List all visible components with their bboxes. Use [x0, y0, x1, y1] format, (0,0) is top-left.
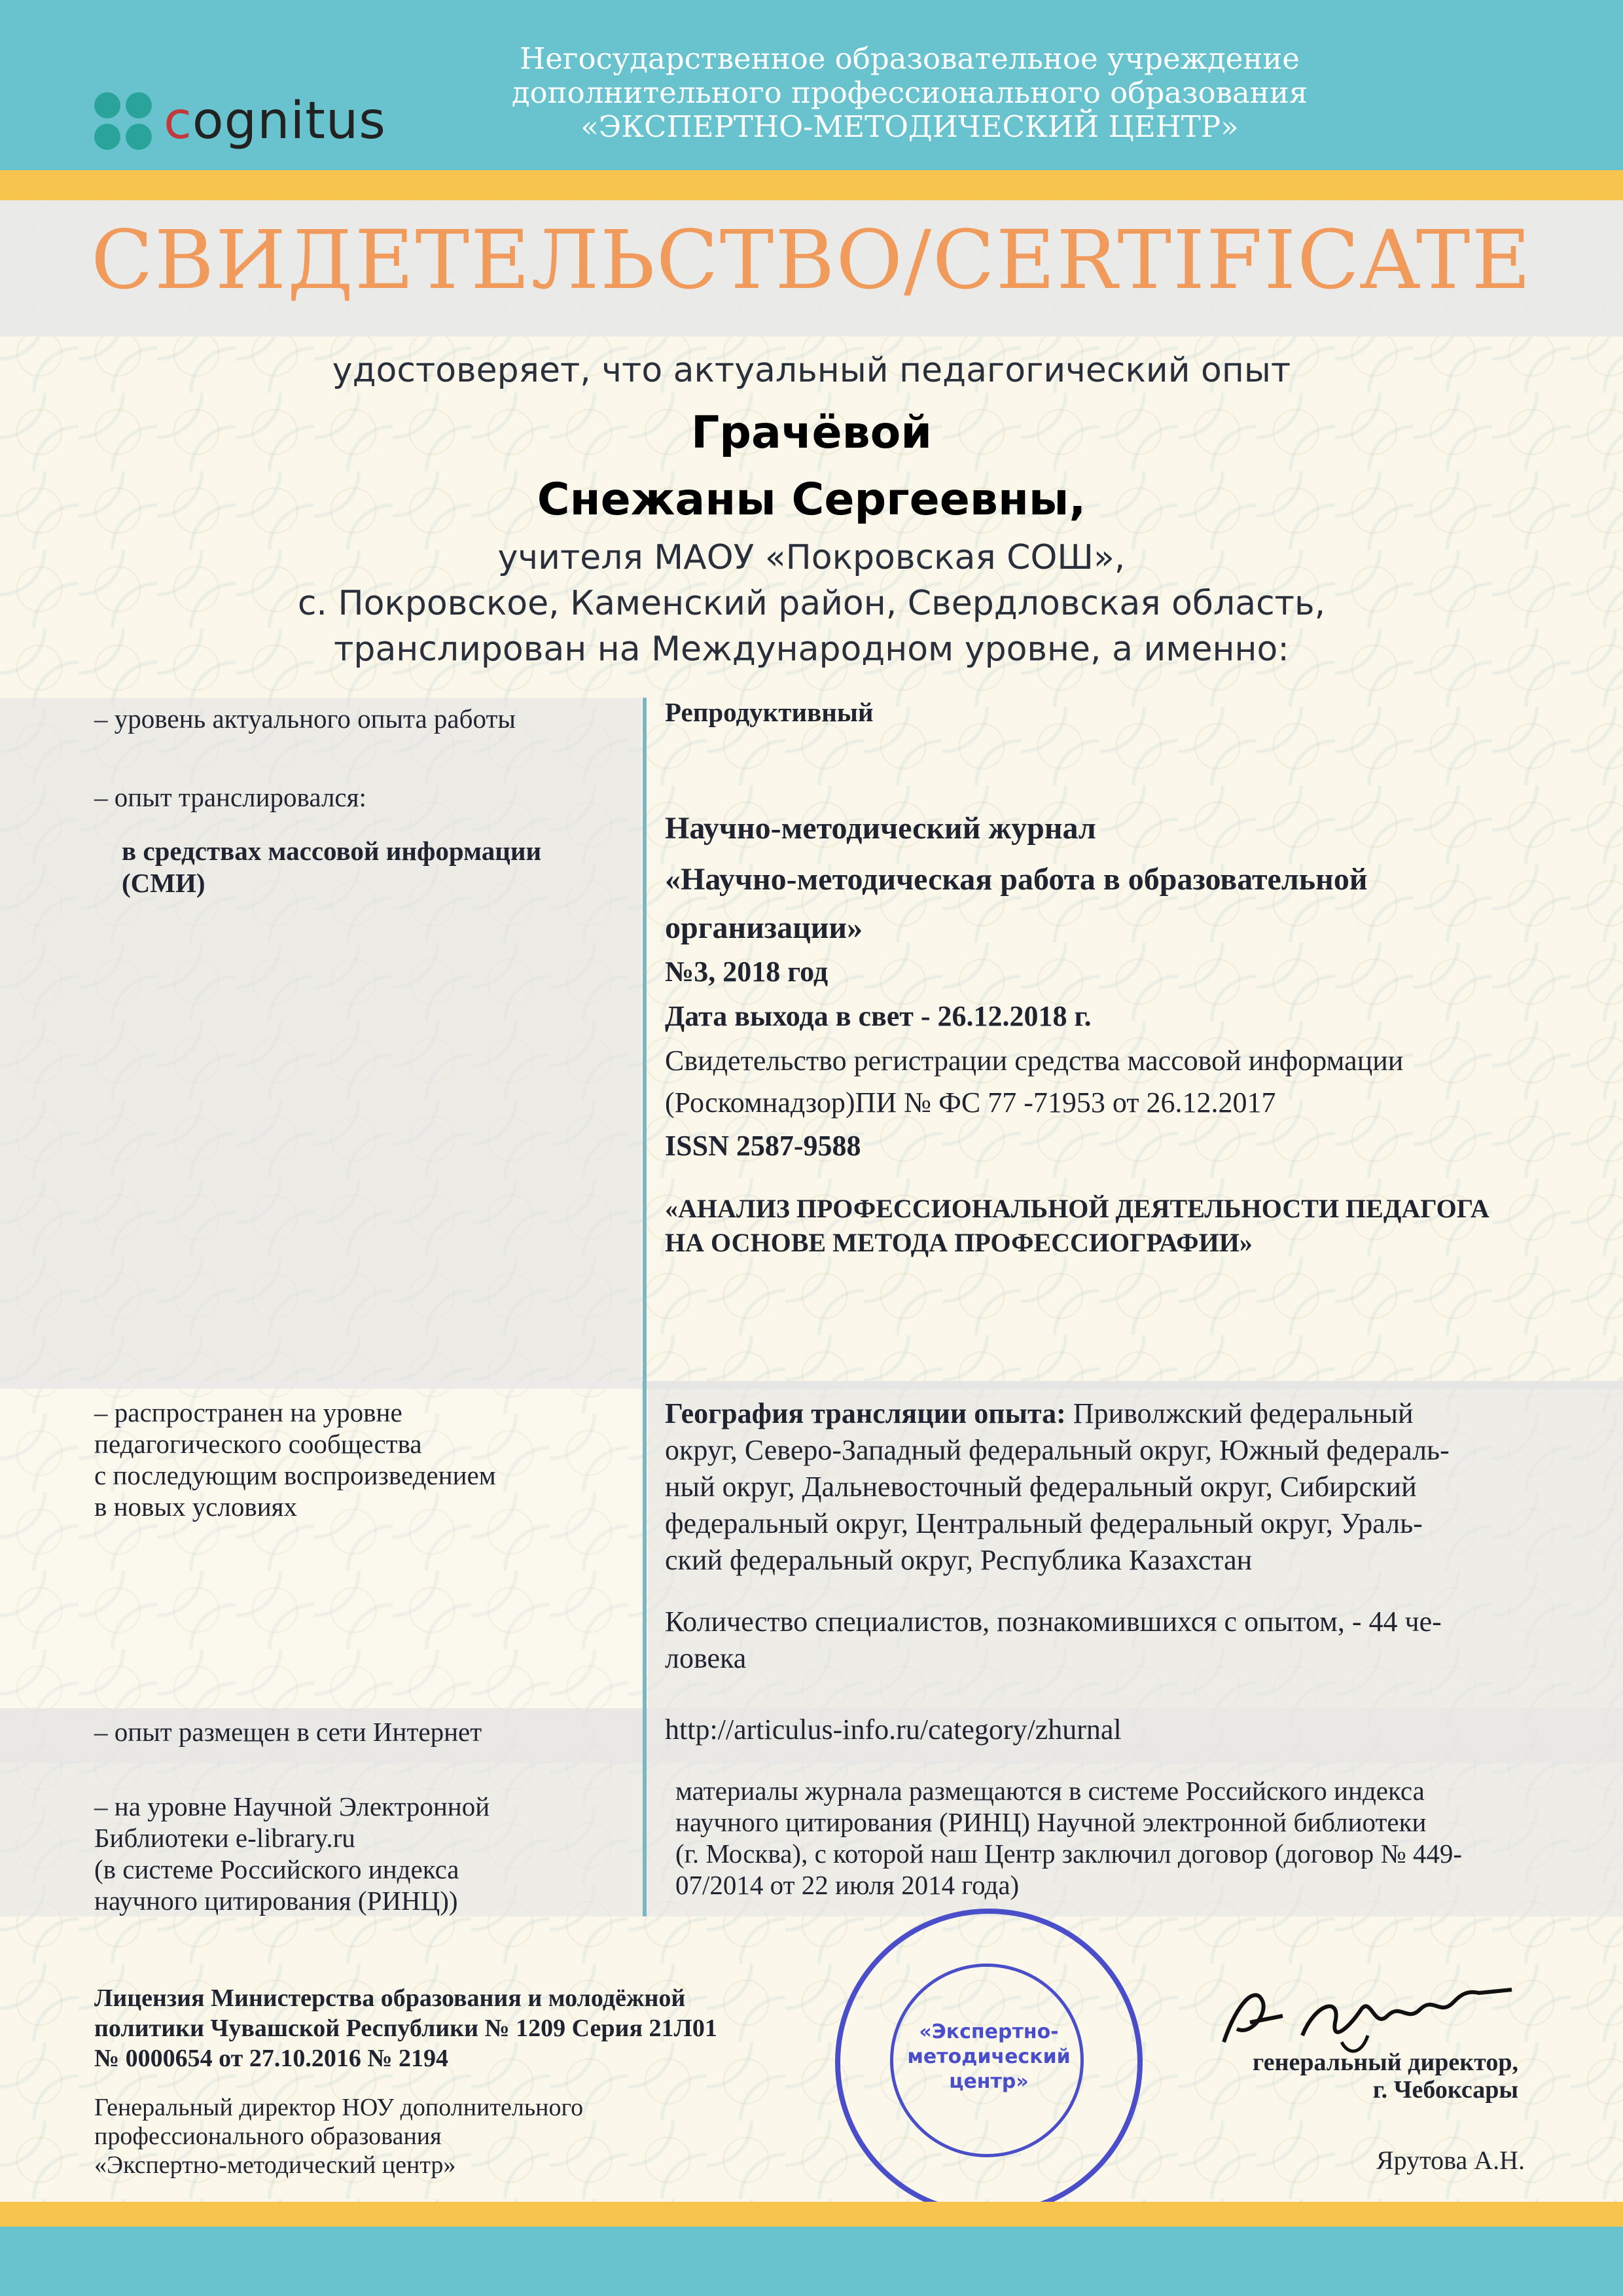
- article-title-line-1: «АНАЛИЗ ПРОФЕССИОНАЛЬНОЙ ДЕЯТЕЛЬНОСТИ ПЕДАГОГА: [665, 1194, 1489, 1223]
- geography-line-5: ский федеральный округ, Республика Казахстан: [665, 1544, 1253, 1576]
- elibrary-label-line-2: Библиотеки e-library.ru: [94, 1823, 355, 1853]
- logo-text-rest: ognitus: [192, 92, 386, 151]
- org-line-3: «ЭКСПЕРТНО-МЕТОДИЧЕСКИЙ ЦЕНТР»: [580, 109, 1239, 144]
- signatory-name: Ярутова А.Н.: [1376, 2145, 1525, 2175]
- geography-line-3: ный округ, Дальневосточный федеральный округ, Сибирский: [665, 1471, 1417, 1503]
- internet-label: – опыт размещен в сети Интернет: [94, 1717, 482, 1747]
- elibrary-value: [675, 1775, 1462, 1901]
- spread-label-line-1: – распространен на уровне: [94, 1397, 402, 1427]
- stamp-line-1: «Экспертно-: [919, 2020, 1059, 2043]
- article-title-line-2: НА ОСНОВЕ МЕТОДА ПРОФЕССИОГРАФИИ»: [665, 1228, 1253, 1257]
- director-signature: [1211, 1964, 1525, 2062]
- geography-line-1: Приволжский федеральный: [1065, 1397, 1414, 1429]
- elibrary-label: [94, 1791, 490, 1916]
- stamp-center-text: [890, 2020, 1088, 2094]
- elibrary-label-line-1: – на уровне Научной Электронной: [94, 1791, 490, 1821]
- spread-label-line-4: в новых условиях: [94, 1492, 298, 1522]
- license-block: [94, 1983, 717, 2073]
- org-line-1: Негосударственное образовательное учреждение: [520, 41, 1300, 76]
- official-stamp: [835, 1909, 1143, 2216]
- journal-line-3: организации»: [665, 910, 863, 945]
- column-divider: [643, 698, 647, 1916]
- count-line-1: Количество специалистов, познакомившихся с опытом, - 44 че-: [665, 1605, 1442, 1638]
- journal-issue: №3, 2018 год: [665, 956, 829, 988]
- count-line-2: ловека: [665, 1642, 747, 1674]
- elibrary-value-line-4: 07/2014 от 22 июля 2014 года): [675, 1870, 1020, 1900]
- elibrary-value-line-3: (г. Москва), с которой наш Центр заключил договор (договор № 449-: [675, 1839, 1463, 1869]
- logo-text-c: c: [164, 92, 192, 151]
- recipient-location: с. Покровское, Каменский район, Свердловская область,: [297, 584, 1326, 623]
- geography-line-4: федеральный округ, Центральный федеральный округ, Ураль-: [665, 1507, 1423, 1539]
- license-line-3: № 0000654 от 27.10.2016 № 2194: [94, 2045, 449, 2072]
- cognitus-logo: [92, 85, 386, 157]
- director-line-2: профессионального образования: [94, 2123, 442, 2150]
- registration-line-2: (Роскомнадзор)ПИ № ФС 77 -71953 от 26.12.2017: [665, 1086, 1276, 1119]
- translation-level: транслирован на Международном уровне, а именно:: [334, 630, 1289, 669]
- internet-link[interactable]: http://articulus-info.ru/category/zhurnal: [665, 1713, 1122, 1746]
- elibrary-label-line-3: (в системе Российского индекса: [94, 1854, 459, 1884]
- geography-block: [665, 1395, 1450, 1579]
- certificate-title: СВИДЕТЕЛЬСТВО/CERTIFICATE: [90, 213, 1533, 308]
- signatory-title-line-2: г. Чебоксары: [1372, 2076, 1518, 2104]
- media-label: в средствах массовой информации (СМИ): [122, 836, 542, 898]
- director-block: [94, 2093, 583, 2179]
- translated-label: – опыт транслировался:: [94, 782, 366, 812]
- header-gold-stripe: [0, 170, 1623, 200]
- issn: ISSN 2587-9588: [665, 1130, 861, 1162]
- signatory-title: [1165, 2049, 1518, 2104]
- recipient-given-names: Снежаны Сергеевны,: [537, 474, 1086, 526]
- elibrary-value-line-2: научного цитирования (РИНЦ) Научной электронной библиотеки: [675, 1807, 1427, 1837]
- logo-text: [164, 92, 386, 151]
- spread-label: [94, 1397, 496, 1522]
- clover-icon: [92, 90, 154, 152]
- geography-title: География трансляции опыта:: [665, 1397, 1066, 1429]
- journal-release-date: Дата выхода в свет - 26.12.2018 г.: [665, 1000, 1092, 1032]
- level-value: Репродуктивный: [665, 697, 874, 727]
- level-label: – уровень актуального опыта работы: [94, 704, 516, 734]
- license-line-2: политики Чувашской Республики № 1209 Серия 21Л01: [94, 2015, 717, 2042]
- specialist-count: [665, 1604, 1442, 1677]
- spread-label-line-2: педагогического сообщества: [94, 1429, 422, 1459]
- director-line-1: Генеральный директор НОУ дополнительного: [94, 2094, 584, 2121]
- license-line-1: Лицензия Министерства образования и молодёжной: [94, 1984, 686, 2012]
- journal-line-1: Научно-методический журнал: [665, 811, 1096, 846]
- registration-line-1: Свидетельство регистрации средства массовой информации: [665, 1045, 1404, 1077]
- director-line-3: «Экспертно-методический центр»: [94, 2151, 456, 2179]
- stamp-line-2: методический: [907, 2045, 1071, 2068]
- intro-line: удостоверяет, что актуальный педагогический опыт: [332, 351, 1291, 390]
- stamp-line-3: центр»: [949, 2070, 1029, 2093]
- elibrary-value-line-1: материалы журнала размещаются в системе Российского индекса: [675, 1776, 1425, 1806]
- geography-line-2: округ, Северо-Западный федеральный округ, Южный федераль-: [665, 1434, 1450, 1466]
- spread-label-line-3: с последующим воспроизведением: [94, 1460, 496, 1490]
- signatory-title-line-1: генеральный директор,: [1252, 2049, 1518, 2076]
- organization-name: [419, 42, 1400, 144]
- recipient-position: учителя МАОУ «Покровская СОШ»,: [497, 538, 1126, 577]
- footer-gold-stripe: [0, 2202, 1623, 2227]
- journal-line-2: «Научно-методическая работа в образовательной: [665, 862, 1368, 897]
- recipient-surname: Грачёвой: [690, 407, 933, 459]
- org-line-2: дополнительного профессионального образования: [511, 75, 1308, 110]
- elibrary-label-line-4: научного цитирования (РИНЦ)): [94, 1886, 458, 1916]
- footer-band: [0, 2227, 1623, 2296]
